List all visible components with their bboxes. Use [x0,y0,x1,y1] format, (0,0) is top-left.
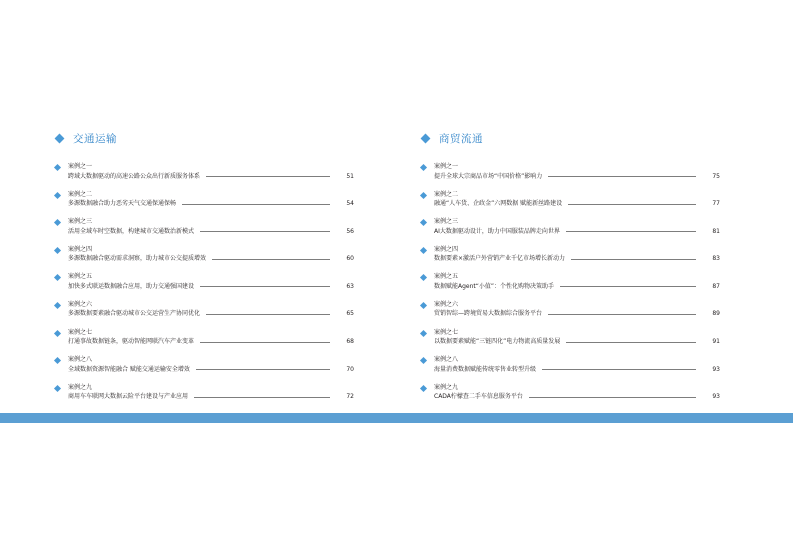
diamond-bullet-icon [54,219,61,226]
case-label: 案例之八 [434,356,459,364]
diamond-bullet-icon [420,192,427,199]
diamond-bullet-icon [54,247,61,254]
leader-line [568,204,696,205]
diamond-bullet-icon [54,357,61,364]
leader-line [194,397,330,398]
case-label: 案例之七 [68,328,93,336]
page-number: 87 [712,282,720,290]
leader-line [571,259,696,260]
case-title: AI大数据驱动设计，助力中国服装品牌走向世界 [434,227,560,235]
page-number: 72 [346,393,354,401]
toc-entry[interactable] [54,245,354,273]
toc-entry[interactable] [54,217,354,245]
leader-line [200,286,330,287]
toc-entry[interactable] [54,355,354,383]
page-number: 70 [346,365,354,373]
toc-entry[interactable] [420,383,720,411]
page-number: 75 [712,172,720,180]
toc-entry[interactable] [420,245,720,273]
leader-line [200,231,330,232]
diamond-bullet-icon [420,219,427,226]
toc-entry[interactable] [54,383,354,411]
page-number: 63 [346,282,354,290]
case-label: 案例之三 [68,218,93,226]
page-number: 54 [346,200,354,208]
page-number: 56 [346,227,354,235]
case-label: 案例之六 [434,300,459,308]
toc-entry[interactable] [420,300,720,328]
case-label: 案例之五 [68,273,93,281]
diamond-icon [421,133,431,143]
case-title: 全域数据资源智能融合 赋能交通运输安全增效 [68,365,190,373]
diamond-bullet-icon [54,385,61,392]
case-title: 海量消费数据赋能传统零售业转型升级 [434,365,537,373]
leader-line [206,314,330,315]
case-label: 案例之二 [68,190,93,198]
page-number: 93 [712,393,720,401]
case-title: CADA柠檬查二手车信息服务平台 [434,393,523,401]
case-label: 案例之五 [434,273,459,281]
toc-entry[interactable] [54,162,354,190]
toc-entry[interactable] [54,300,354,328]
leader-line [529,397,696,398]
case-title: 跨域大数据驱动的高速公路公众出行新质服务体系 [68,172,201,180]
leader-line [566,342,696,343]
leader-line [566,231,696,232]
toc-entry[interactable] [420,355,720,383]
diamond-bullet-icon [54,330,61,337]
diamond-bullet-icon [54,192,61,199]
toc-entry[interactable] [420,328,720,356]
leader-line [548,176,696,177]
toc-list [420,162,720,410]
page-number: 83 [712,255,720,263]
page-number: 91 [712,338,720,346]
case-title: 多源数据融合驱动需求洞察，助力城市公交提质增效 [68,255,207,263]
toc-entry[interactable] [54,190,354,218]
case-title: 打通事故数据链条，驱动智能网联汽车产业变革 [68,338,195,346]
case-title: 加快多式联运数据融合应用，助力交通强国建设 [68,282,195,290]
case-label: 案例之九 [434,383,459,391]
case-title: 融通“人车货、企政金”六网数据 赋能新丝路建设 [434,200,563,208]
page-number: 77 [712,200,720,208]
decorative-band [0,413,793,423]
diamond-bullet-icon [420,247,427,254]
case-label: 案例之六 [68,300,93,308]
leader-line [182,204,330,205]
toc-entry[interactable] [54,328,354,356]
leader-line [206,176,330,177]
section-title: 交通运输 [73,132,117,145]
case-label: 案例之四 [68,245,93,253]
transport-section [54,128,354,410]
toc-entry[interactable] [420,162,720,190]
leader-line [212,259,330,260]
toc-entry[interactable] [420,190,720,218]
case-label: 案例之四 [434,245,459,253]
toc-entry[interactable] [420,217,720,245]
diamond-bullet-icon [420,330,427,337]
diamond-bullet-icon [420,385,427,392]
case-title: 数据赋能Agent“小值”：个性化购物决策助手 [434,282,554,290]
toc-list [54,162,354,410]
case-label: 案例之三 [434,218,459,226]
case-label: 案例之一 [68,163,93,170]
case-label: 案例之九 [68,383,93,391]
case-title: 贸销智综—跨境贸易大数据综合服务平台 [434,310,543,318]
case-label: 案例之八 [68,356,93,364]
diamond-bullet-icon [420,357,427,364]
case-title: 提升全球大宗商品市场“中国价格”影响力 [434,172,543,180]
leader-line [560,286,696,287]
case-title: 活用全域车时空数据，构建城市交通数治新模式 [68,227,195,235]
case-label: 案例之二 [434,190,459,198]
toc-entry[interactable] [420,272,720,300]
leader-line [196,369,330,370]
diamond-bullet-icon [54,274,61,281]
case-title: 多源数据要素融合驱动城市公交运营生产协同优化 [68,310,201,318]
toc-entry[interactable] [54,272,354,300]
case-title: 商用车车联网大数据云险平台建设与产业应用 [68,393,189,401]
diamond-bullet-icon [54,302,61,309]
leader-line [542,369,696,370]
page-number: 89 [712,310,720,318]
page-number: 51 [346,172,354,180]
page-number: 65 [346,310,354,318]
diamond-bullet-icon [420,164,427,171]
diamond-bullet-icon [420,302,427,309]
case-label: 案例之一 [434,163,459,170]
commerce-section [420,128,720,410]
leader-line [548,314,696,315]
case-title: 以数据要素赋能“三链四化”电力物流高质量发展 [434,338,561,346]
leader-line [200,342,330,343]
diamond-icon [55,133,65,143]
case-title: 数据要素×激活户外营销产业千亿市场增长新动力 [434,255,566,263]
section-header [420,128,720,148]
page-number: 68 [346,338,354,346]
case-label: 案例之七 [434,328,459,336]
page-number: 81 [712,227,720,235]
diamond-bullet-icon [54,164,61,171]
diamond-bullet-icon [420,274,427,281]
page-number: 60 [346,255,354,263]
case-title: 多源数据融合助力恶劣天气交通保通保畅 [68,200,177,208]
section-title: 商贸流通 [439,132,483,145]
page-number: 93 [712,365,720,373]
section-header [54,128,354,148]
